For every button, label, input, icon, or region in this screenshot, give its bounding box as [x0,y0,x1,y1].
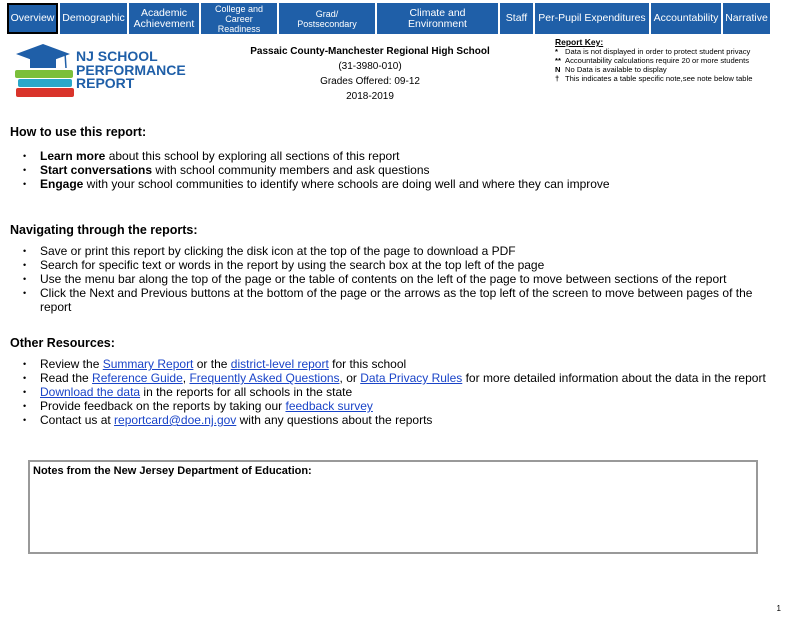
list-item-bold: Engage [40,177,84,191]
report-key-item [555,56,752,65]
list-item [23,413,773,427]
list-item [23,399,773,413]
tab-staff[interactable]: Staff [500,3,533,34]
list-item [23,385,773,399]
how-to-use-list [23,149,773,191]
navigating-heading: Navigating through the reports: [10,223,198,237]
list-item [23,177,773,191]
tab-overview[interactable]: Overview [7,3,58,34]
list-item: • Save or print this report by clicking the disk icon at the top of the page to download a PDF [23,244,773,258]
list-item-bold: Start conversations [40,163,153,177]
notes-box [28,460,758,554]
text: or the [193,357,231,371]
school-code: (31-3980-010) [338,61,402,72]
faq-link[interactable]: Frequently Asked Questions [189,371,340,385]
report-key-item [555,65,752,74]
tab-per-pupil-expenditures[interactable]: Per-Pupil Expenditures [535,3,649,34]
feedback-survey-link[interactable]: feedback survey [285,399,373,413]
list-item [23,357,773,371]
key-symbol: † [555,74,560,83]
navigating-list [23,244,773,314]
text: in the reports for all schools in the state [140,385,353,399]
tab-narrative[interactable]: Narrative [723,3,770,34]
logo-line-2: PERFORMANCE [76,61,186,78]
text: with any questions about the reports [236,413,433,427]
report-key-item [555,47,752,56]
download-data-link[interactable]: Download the data [40,385,141,399]
report-key-title: Report Key: [555,37,604,47]
text: for more detailed information about the data in the report [462,371,766,385]
key-symbol: N [555,65,561,74]
list-item: • Search for specific text or words in the report by using the search box at the top left of the page [23,258,773,272]
text: Provide feedback on the reports by taking our [40,399,286,413]
school-name: Passaic County-Manchester Regional High School [250,46,490,57]
key-text: This indicates a table specific note,see note below table [565,74,753,83]
list-item: • Use the menu bar along the top of the page or the table of contents on the left of the page to move between sections of the report [23,272,773,286]
key-text: No Data is available to display [565,65,667,74]
report-key-item [555,74,752,83]
text: , [182,371,190,385]
logo-line-3: REPORT [76,75,135,91]
list-item: • Click the Next and Previous buttons at the bottom of the page or the arrows as the top left of the screen to move between pages of the report [23,286,773,314]
how-to-use-heading: How to use this report: [10,125,147,139]
text: Contact us at [40,413,115,427]
school-header [240,44,500,104]
list-item [23,149,773,163]
section-nav [7,3,770,34]
key-symbol: ** [555,56,561,65]
list-item [23,163,773,177]
grades-offered: Grades Offered: 09-12 [320,76,420,87]
tab-demographic[interactable]: Demographic [60,3,127,34]
text: for this school [328,357,407,371]
tab-climate-environment[interactable]: Climate and Environment [377,3,498,34]
other-resources-heading: Other Resources: [10,336,115,350]
other-resources-list [23,357,773,427]
summary-report-link[interactable]: Summary Report [102,357,194,371]
district-level-report-link[interactable]: district-level report [230,357,329,371]
list-item-text: with your school communities to identify where schools are doing well and where they can improve [83,177,610,191]
text: Read the [40,371,93,385]
tab-accountability[interactable]: Accountability [651,3,721,34]
school-year: 2018-2019 [346,91,394,102]
key-text: Accountability calculations require 20 or more students [565,56,750,65]
tab-college-career-readiness[interactable]: College and Career Readiness [201,3,277,34]
list-item-bold: Learn more [40,149,106,163]
contact-email-link[interactable]: reportcard@doe.nj.gov [114,413,237,427]
key-text: Data is not displayed in order to protect student privacy [565,47,751,56]
tab-grad-postsecondary[interactable]: Grad/ Postsecondary [279,3,375,34]
list-item [23,371,773,385]
reference-guide-link[interactable]: Reference Guide [92,371,183,385]
list-item-text: about this school by exploring all sections of this report [105,149,400,163]
text: , or [339,371,361,385]
text: Review the [40,357,103,371]
logo-line-1: NJ SCHOOL [76,48,158,64]
logo-text [76,50,186,91]
data-privacy-rules-link[interactable]: Data Privacy Rules [360,371,463,385]
report-key [555,38,752,83]
notes-title: Notes from the New Jersey Department of Education: [33,465,312,477]
page-number: 1 [776,604,781,613]
list-item-text: with school community members and ask questions [152,163,430,177]
key-symbol: * [555,47,558,56]
tab-academic-achievement[interactable]: Academic Achievement [129,3,199,34]
